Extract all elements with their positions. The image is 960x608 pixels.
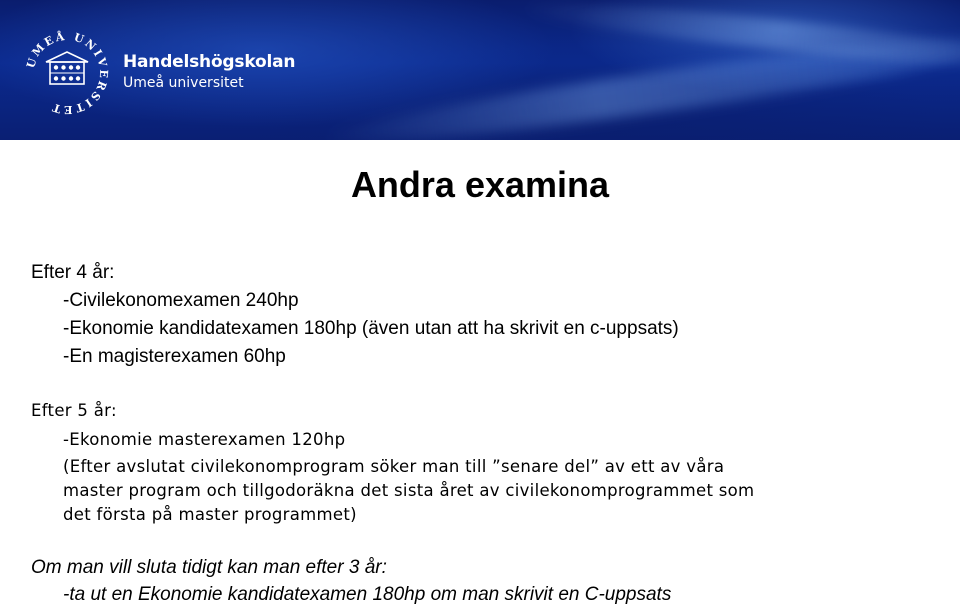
brand-name: Handelshögskolan [123,52,296,72]
section2-item-1: -Ekonomie masterexamen 120hp [63,430,346,449]
section1-item-2: -Ekonomie kandidatexamen 180hp (även utan att ha skrivit en c-uppsats) [63,318,679,339]
university-seal-icon [24,30,110,116]
section2-item-2: (Efter avslutat civilekonomprogram söker man till ”senare del” av ett av våra [63,457,725,476]
section2-heading: Efter 5 år: [31,401,117,420]
section3-heading: Om man vill sluta tidigt kan man efter 3 år: [31,557,387,578]
brand-block [123,52,295,93]
section2-item-3: master program och tillgodoräkna det sista året av civilekonomprogrammet som [63,481,755,500]
section1-heading: Efter 4 år: [31,262,115,283]
seal-text: UMEÅ UNIVERSITET [24,30,110,116]
section3-item-1: -ta ut en Ekonomie kandidatexamen 180hp om man skrivit en C-uppsats [63,584,672,605]
header-banner [0,0,960,140]
section1-item-3: -En magisterexamen 60hp [63,346,286,367]
section1-item-1: -Civilekonomexamen 240hp [63,290,299,311]
brand-subtitle: Umeå universitet [123,75,244,91]
slide-title: Andra examina [350,164,610,205]
section2-item-4: det första på master programmet) [63,505,357,524]
